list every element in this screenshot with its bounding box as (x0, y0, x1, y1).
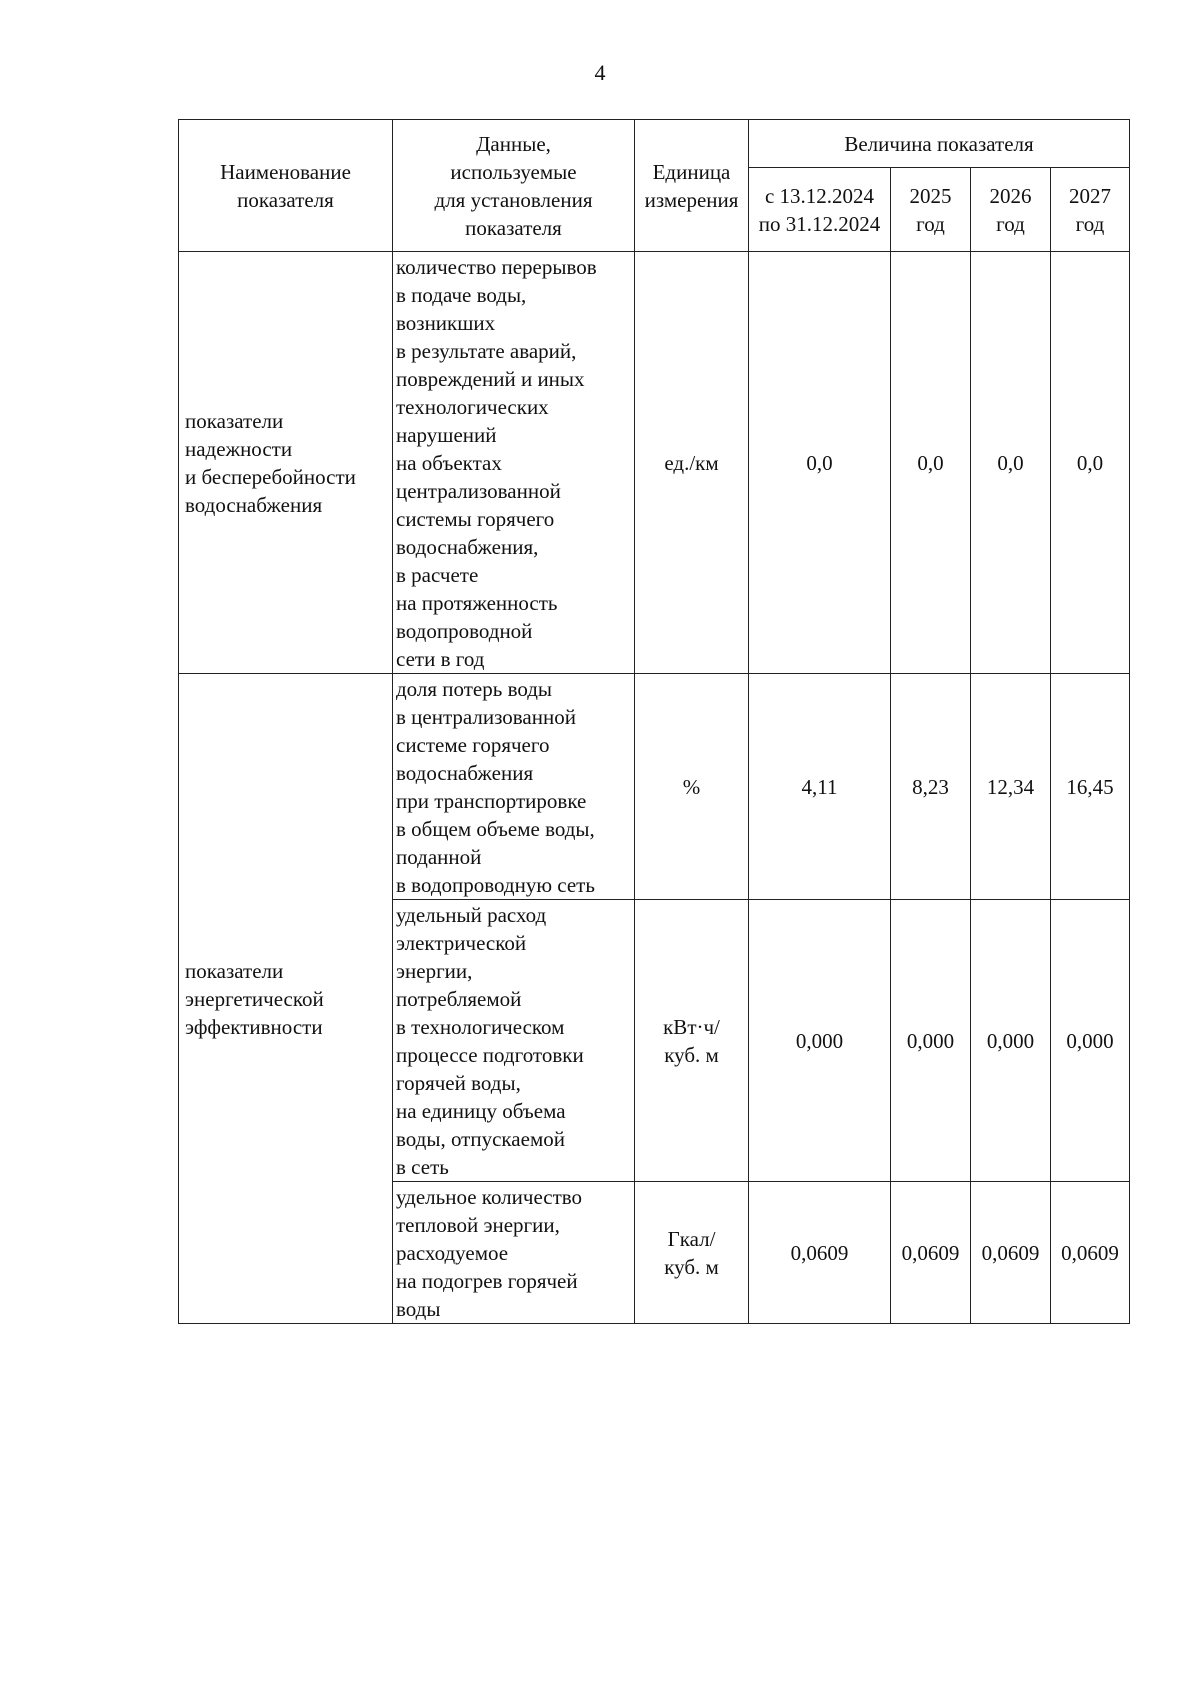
value-cell: 0,000 (1051, 900, 1130, 1182)
header-period-1: с 13.12.2024 по 31.12.2024 (749, 168, 891, 252)
value-cell: 0,0609 (749, 1182, 891, 1324)
value-cell: 4,11 (749, 674, 891, 900)
unit-cell: ед./км (635, 252, 749, 674)
unit-cell: % (635, 674, 749, 900)
unit-cell: Гкал/ куб. м (635, 1182, 749, 1324)
group-name-reliability: показатели надежности и бесперебойности водоснабжения (179, 252, 393, 674)
header-value-group: Величина показателя (749, 120, 1130, 168)
group-name-efficiency: показатели энергетической эффективности (179, 674, 393, 1324)
value-cell: 0,0 (971, 252, 1051, 674)
header-data: Данные, используемые для установления показателя (393, 120, 635, 252)
value-cell: 0,0609 (1051, 1182, 1130, 1324)
value-cell: 0,0609 (971, 1182, 1051, 1324)
header-name: Наименование показателя (179, 120, 393, 252)
data-description: количество перерывов в подаче воды, возникших в результате аварий, повреждений и иных технологических нарушений на объектах централизованной системы горячего водоснабжения, в расчете на протяженность водопроводной сети в год (393, 252, 635, 674)
header-row-1 (179, 120, 1130, 168)
data-description: удельное количество тепловой энергии, расходуемое на подогрев горячей воды (393, 1182, 635, 1324)
value-cell: 0,0 (891, 252, 971, 674)
value-cell: 0,000 (891, 900, 971, 1182)
value-cell: 0,0 (749, 252, 891, 674)
data-description: доля потерь воды в централизованной системе горячего водоснабжения при транспортировке в общем объеме воды, поданной в водопроводную сеть (393, 674, 635, 900)
indicators-table (178, 119, 1130, 1324)
value-cell: 0,000 (971, 900, 1051, 1182)
header-period-2026: 2026 год (971, 168, 1051, 252)
header-period-2025: 2025 год (891, 168, 971, 252)
header-period-2027: 2027 год (1051, 168, 1130, 252)
table-row (179, 252, 1130, 674)
value-cell: 16,45 (1051, 674, 1130, 900)
page-number: 4 (594, 60, 606, 85)
header-unit: Единица измерения (635, 120, 749, 252)
value-cell: 0,000 (749, 900, 891, 1182)
unit-cell: кВт·ч/ куб. м (635, 900, 749, 1182)
value-cell: 0,0609 (891, 1182, 971, 1324)
value-cell: 12,34 (971, 674, 1051, 900)
value-cell: 0,0 (1051, 252, 1130, 674)
table-row (179, 674, 1130, 900)
data-description: удельный расход электрической энергии, потребляемой в технологическом процессе подготовки горячей воды, на единицу объема воды, отпускаемой в сеть (393, 900, 635, 1182)
value-cell: 8,23 (891, 674, 971, 900)
